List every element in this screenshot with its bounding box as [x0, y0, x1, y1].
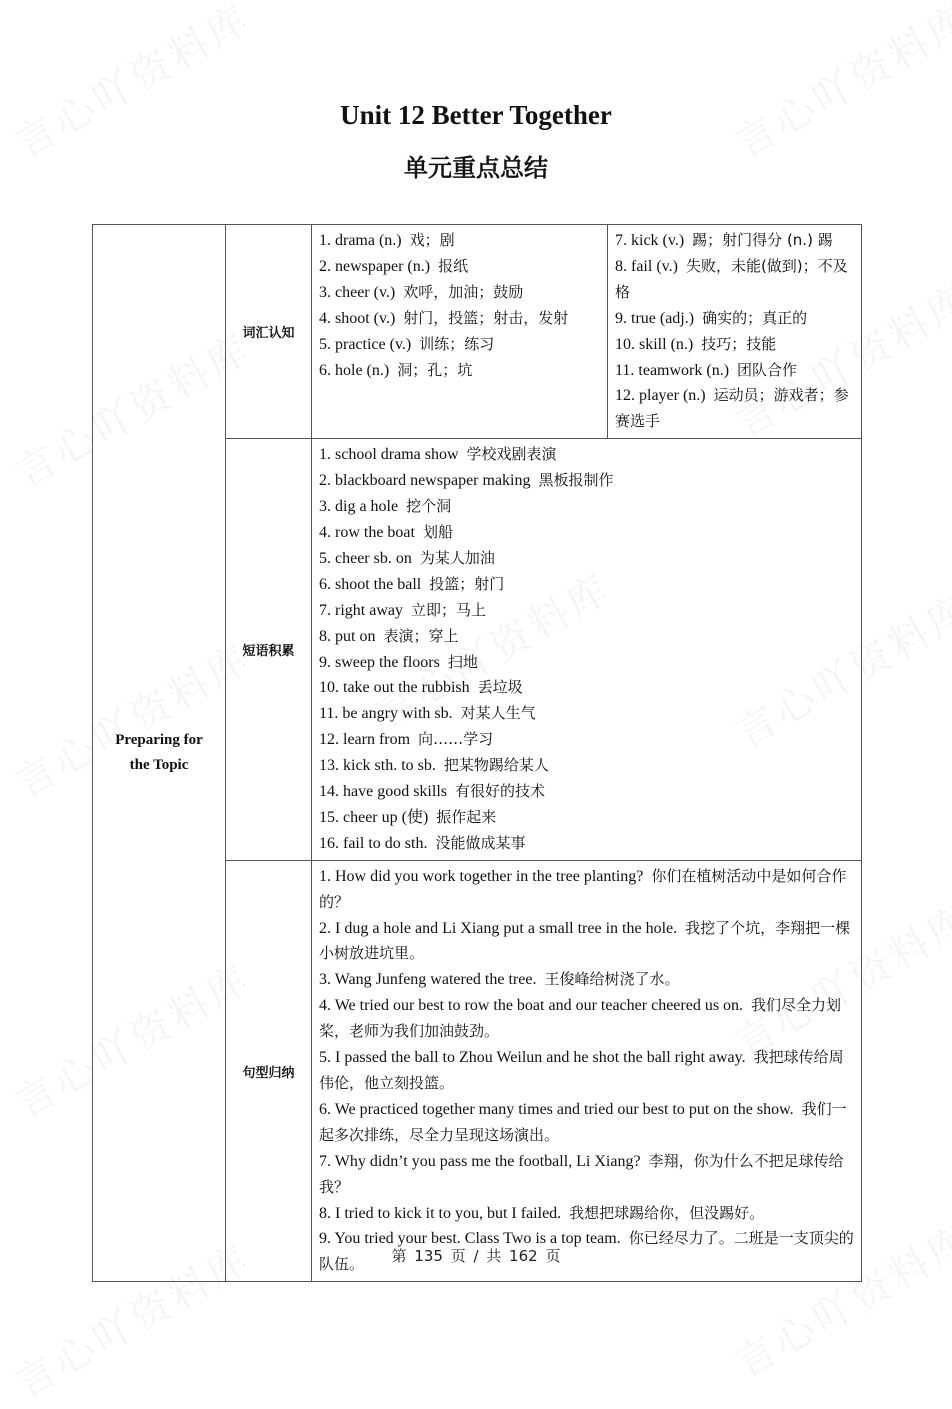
list-item: 3. dig a hole 挖个洞	[319, 497, 452, 516]
list-item: 11. be angry with sb. 对某人生气	[319, 704, 536, 723]
list-item: 12. player (n.) 运动员；游戏者；参赛选手	[615, 386, 849, 431]
category-sentences: 句型归纳	[226, 860, 312, 1282]
list-item: 10. skill (n.) 技巧；技能	[615, 334, 777, 353]
list-item: 15. cheer up (使) 振作起来	[319, 807, 497, 826]
list-item: 6. hole (n.) 洞；孔；坑	[319, 360, 473, 379]
list-item: 3. Wang Junfeng watered the tree. 王俊峰给树浇了水。	[319, 970, 680, 989]
summary-table	[92, 224, 862, 1282]
list-item: 11. teamwork (n.) 团队合作	[615, 360, 798, 379]
list-item: 4. row the boat 划船	[319, 522, 453, 541]
list-item: 8. I tried to kick it to you, but I failed. 我想把球踢给你，但没踢好。	[319, 1203, 765, 1222]
watermark	[723, 0, 952, 169]
category-vocabulary: 词汇认知	[226, 225, 312, 439]
category-phrases: 短语积累	[226, 439, 312, 861]
list-item: 12. learn from 向……学习	[319, 730, 494, 749]
page-subtitle: 单元重点总结	[404, 154, 548, 182]
list-item: 3. cheer (v.) 欢呼，加油；鼓励	[319, 282, 524, 301]
list-item: 9. true (adj.) 确实的；真正的	[615, 308, 808, 327]
list-item: 7. kick (v.) 踢；射门得分 (n.) 踢	[615, 231, 833, 249]
list-item: 1. school drama show 学校戏剧表演	[319, 445, 557, 464]
list-item: 2. newspaper (n.) 报纸	[319, 256, 469, 275]
list-item: 9. You tried your best. Class Two is a top team. 你已经尽力了。二班是一支顶尖的队伍。	[319, 1229, 854, 1274]
list-item: 2. blackboard newspaper making 黑板报制作	[319, 471, 614, 490]
list-item: 5. I passed the ball to Zhou Weilun and he shot the ball right away. 我把球传给周伟伦，他立刻投篮。	[319, 1048, 844, 1092]
topic-label: Preparing for the Topic	[115, 732, 203, 774]
list-item: 1. How did you work together in the tree planting? 你们在植树活动中是如何合作的？	[319, 866, 847, 911]
vocabulary-row	[93, 225, 862, 439]
list-item: 6. shoot the ball 投篮；射门	[319, 574, 505, 593]
phrases-cell	[312, 439, 862, 861]
list-item: 8. fail (v.) 失败，未能(做到)；不及格	[615, 256, 848, 301]
page-title: Unit 12 Better Together	[340, 100, 612, 130]
list-item: 5. practice (v.) 训练；练习	[319, 334, 495, 353]
list-item: 13. kick sth. to sb. 把某物踢给某人	[319, 756, 549, 775]
vocabulary-list-right	[608, 225, 861, 438]
vocabulary-list-left	[312, 225, 608, 438]
list-item: 2. I dug a hole and Li Xiang put a small tree in the hole. 我挖了个坑，李翔把一棵小树放进坑里。	[319, 918, 851, 963]
list-item: 4. shoot (v.) 射门，投篮；射击，发射	[319, 308, 569, 327]
list-item: 5. cheer sb. on 为某人加油	[319, 548, 495, 567]
list-item: 16. fail to do sth. 没能做成某事	[319, 833, 526, 852]
list-item: 10. take out the rubbish 丢垃圾	[319, 678, 523, 697]
phrases-list	[312, 439, 861, 860]
page-number: 第 135 页 / 共 162 页	[391, 1247, 561, 1265]
list-item: 9. sweep the floors 扫地	[319, 652, 478, 671]
list-item: 1. drama (n.) 戏；剧	[319, 231, 455, 249]
list-item: 8. put on 表演；穿上	[319, 626, 459, 645]
vocabulary-cell	[312, 225, 862, 439]
list-item: 6. We practiced together many times and tried our best to put on the show. 我们一起多次排练，尽全力呈现这场演出。	[319, 1099, 847, 1144]
topic-cell	[93, 225, 226, 1282]
list-item: 14. have good skills 有很好的技术	[319, 782, 546, 801]
list-item: 7. Why didn’t you pass me the football, Li Xiang? 李翔，你为什么不把足球传给我？	[319, 1151, 844, 1196]
list-item: 4. We tried our best to row the boat and our teacher cheered us on. 我们尽全力划桨，老师为我们加油鼓劲。	[319, 996, 842, 1041]
sentences-list	[312, 861, 861, 1282]
list-item: 7. right away 立即；马上	[319, 600, 486, 619]
sentences-cell	[312, 860, 862, 1282]
watermark	[3, 0, 260, 169]
